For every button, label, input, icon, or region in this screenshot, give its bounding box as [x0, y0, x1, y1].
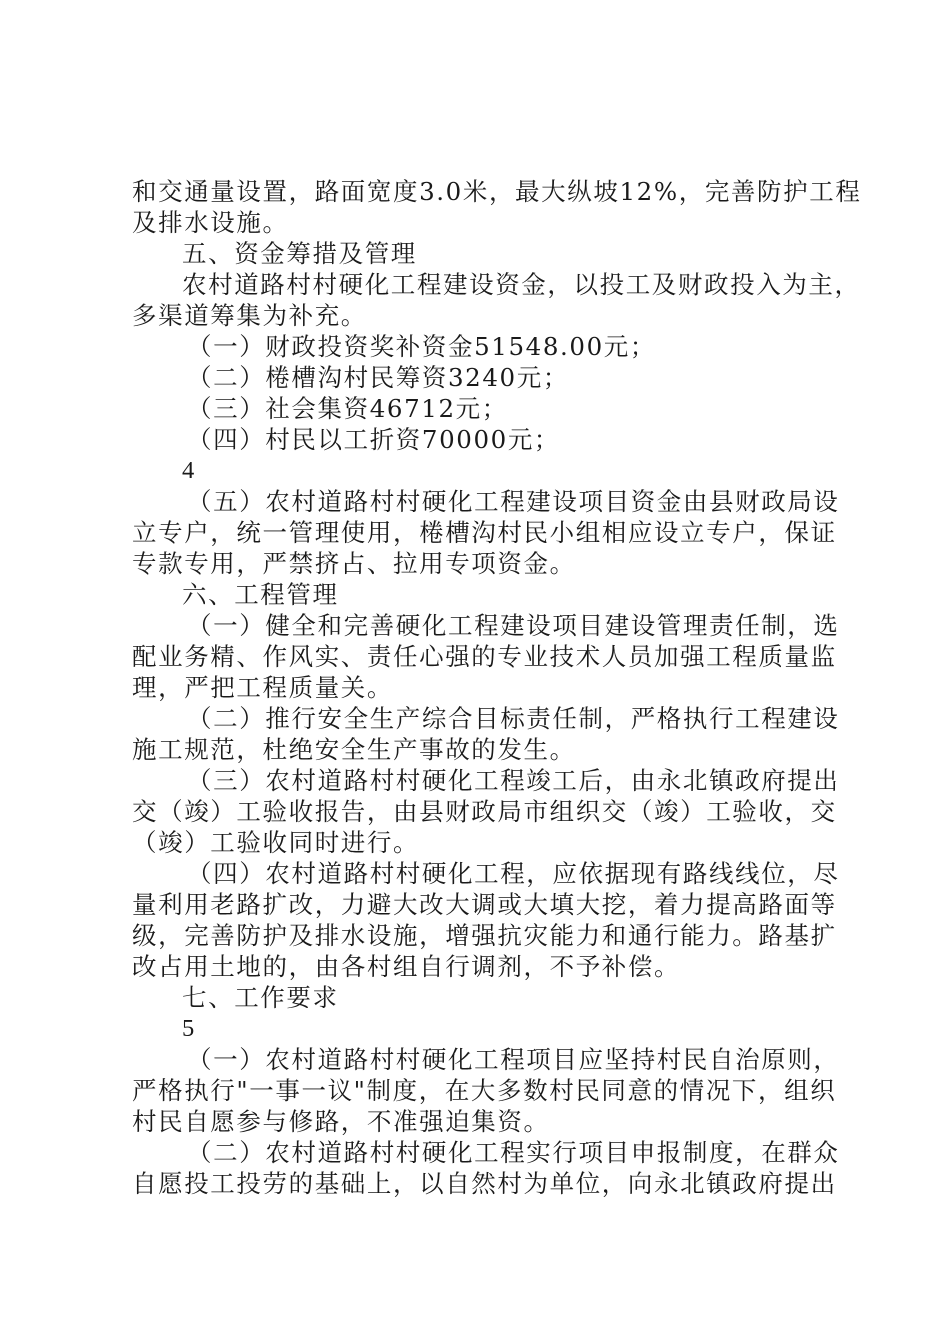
page-number: 5	[182, 1015, 195, 1042]
paragraph-line: （四）农村道路村村硬化工程，应依据现有路线线位，尽	[187, 859, 840, 888]
paragraph-line: 多渠道筹集为补充。	[132, 301, 367, 330]
paragraph-line: 量利用老路扩改，力避大改大调或大填大挖，着力提高路面等	[132, 890, 837, 919]
paragraph-line: 专款专用，严禁挤占、拉用专项资金。	[132, 549, 576, 578]
section-heading: 七、工作要求	[182, 983, 339, 1012]
paragraph-line: 改占用土地的，由各村组自行调剂，不予补偿。	[132, 952, 681, 981]
paragraph-line: （一）农村道路村村硬化工程项目应坚持村民自治原则，	[187, 1045, 840, 1074]
paragraph-line: 施工规范，杜绝安全生产事故的发生。	[132, 735, 576, 764]
paragraph-line: （二）农村道路村村硬化工程实行项目申报制度，在群众	[187, 1138, 840, 1167]
paragraph-line: 及排水设施。	[132, 208, 289, 237]
paragraph-line: 理，严把工程质量关。	[132, 673, 393, 702]
paragraph-line: （竣）工验收同时进行。	[132, 828, 420, 857]
paragraph-line: 和交通量设置，路面宽度3.0米，最大纵坡12%，完善防护工程	[132, 177, 862, 206]
section-heading: 六、工程管理	[182, 580, 339, 609]
page-number: 4	[182, 457, 195, 484]
paragraph-line: 农村道路村村硬化工程建设资金，以投工及财政投入为主，	[182, 270, 861, 299]
paragraph-line: 交（竣）工验收报告，由县财政局市组织交（竣）工验收，交	[132, 797, 837, 826]
list-item: （二）棬槽沟村民筹资3240元；	[187, 363, 569, 392]
paragraph-line: （一）健全和完善硬化工程建设项目建设管理责任制，选	[187, 611, 840, 640]
paragraph-line: （三）农村道路村村硬化工程竣工后，由永北镇政府提出	[187, 766, 840, 795]
paragraph-line: 严格执行"一事一议"制度，在大多数村民同意的情况下，组织	[132, 1076, 837, 1105]
paragraph-line: 自愿投工投劳的基础上，以自然村为单位，向永北镇政府提出	[132, 1169, 837, 1198]
list-item: （一）财政投资奖补资金51548.00元；	[187, 332, 656, 361]
paragraph-line: 配业务精、作风实、责任心强的专业技术人员加强工程质量监	[132, 642, 837, 671]
paragraph-line: 村民自愿参与修路，不准强迫集资。	[132, 1107, 550, 1136]
paragraph-line: （五）农村道路村村硬化工程建设项目资金由县财政局设	[187, 487, 840, 516]
list-item: （四）村民以工折资70000元；	[187, 425, 561, 454]
paragraph-line: 级，完善防护及排水设施，增强抗灾能力和通行能力。路基扩	[132, 921, 837, 950]
paragraph-line: （二）推行安全生产综合目标责任制，严格执行工程建设	[187, 704, 840, 733]
section-heading: 五、资金筹措及管理	[182, 239, 417, 268]
paragraph-line: 立专户，统一管理使用，棬槽沟村民小组相应设立专户，保证	[132, 518, 837, 547]
list-item: （三）社会集资46712元；	[187, 394, 508, 423]
document-body	[132, 176, 862, 1199]
